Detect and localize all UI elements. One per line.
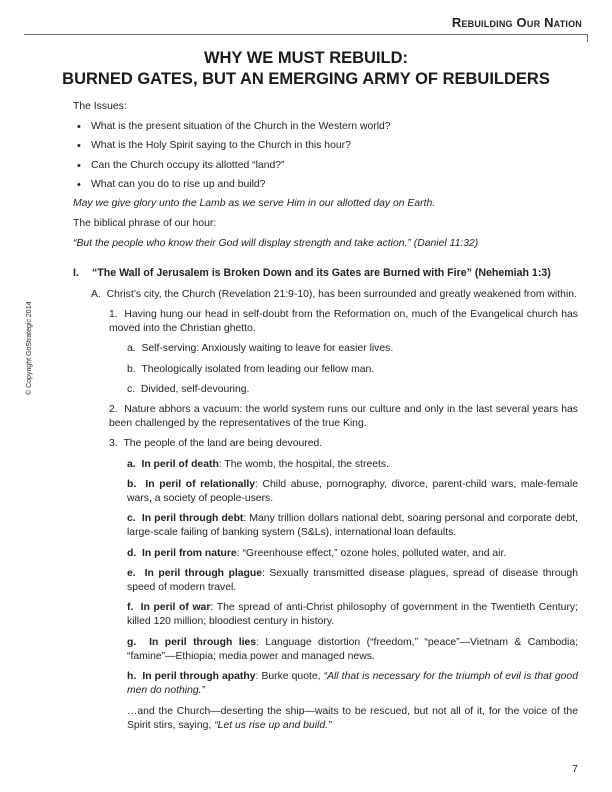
peril-text: : Many trillion dollars national debt, soaring personal and corporate debt, large-scale failing of banking system (S&Ls), international loan defaults. xyxy=(127,513,579,539)
page-title xyxy=(0,48,612,90)
peril-text: : The womb, the hospital, the streets. xyxy=(218,458,389,470)
header-corner-rule xyxy=(587,34,588,42)
running-header: Rebuilding Our Nation xyxy=(451,15,582,30)
sub-point: a. Self-serving: Anxiously waiting to leave for easier lives. xyxy=(127,343,394,355)
phrase-label: The biblical phrase of our hour: xyxy=(73,218,217,230)
scripture-quote: “But the people who know their God will display strength and take action.” (Daniel 11:32) xyxy=(73,238,479,250)
peril-lead: h. In peril through apathy xyxy=(127,671,256,683)
peril-text: : Language distortion (“freedom,” “peace”—Vietnam & Cambodia; “famine”—Ethiopia; media power and managed news. xyxy=(127,636,579,662)
copyright-notice: © Copyright GoStrategic 2014 xyxy=(26,301,33,395)
peril-text: : Child abuse, pornography, divorce, parent-child wars, male-female wars, a society of people-users. xyxy=(127,478,579,505)
issue-item: • What is the Holy Spirit saying to the Church in this hour? xyxy=(73,139,578,153)
peril-text: : Sexually transmitted disease plagues, spread of disease through speed of modern travel. xyxy=(127,567,578,594)
section-heading-text: “The Wall of Jerusalem is Broken Down and its Gates are Burned with Fire” (Nehemiah 1:3) xyxy=(92,266,551,279)
title-line-1: WHY WE MUST REBUILD: xyxy=(203,49,409,67)
title-line-2: BURNED GATES, BUT AN EMERGING ARMY OF REBUILDERS xyxy=(62,70,550,88)
peril-item xyxy=(127,567,578,595)
closing-paragraph xyxy=(127,705,578,733)
peril-item xyxy=(127,512,578,540)
issues-list xyxy=(73,120,578,192)
peril-lead: d. In peril from nature xyxy=(127,547,237,559)
peril-lead: c. In peril through debt xyxy=(127,513,244,525)
peril-item xyxy=(127,670,578,698)
point-2: 2. Nature abhors a vacuum: the world system runs our culture and only in the last several years has been challenged by the representatives of the true King. xyxy=(109,404,578,430)
peril-lead: f. In peril of war xyxy=(127,602,211,614)
peril-item xyxy=(127,458,578,472)
peril-text: : The spread of anti-Christ philosophy of government in the Twentieth Century; killed 120 million; bloodiest century in history. xyxy=(127,602,578,628)
peril-item xyxy=(127,601,578,629)
peril-item xyxy=(127,547,578,561)
burke-quote: “All that is necessary for the triumph of evil is that good men do nothing.” xyxy=(127,671,578,697)
closing-quote: “Let us rise up and build.” xyxy=(214,719,332,731)
sub-point: b. Theologically isolated from leading our fellow man. xyxy=(127,363,375,375)
sub-point: c. Divided, self-devouring. xyxy=(127,383,250,395)
peril-item xyxy=(127,636,578,664)
section-number: I. xyxy=(73,266,79,279)
peril-text: : Burke quote, xyxy=(255,671,324,683)
issue-item: • Can the Church occupy its allotted “land?” xyxy=(73,159,578,173)
section-heading xyxy=(73,266,578,280)
page-body xyxy=(73,100,578,739)
header-rule xyxy=(24,34,588,35)
point-3: 3. The people of the land are being devoured. xyxy=(109,438,323,450)
peril-lead: g. In peril through lies xyxy=(127,636,257,648)
prayer-line: May we give glory unto the Lamb as we serve Him in our allotted day on Earth. xyxy=(73,198,436,210)
peril-text: : “Greenhouse effect,” ozone holes, polluted water, and air. xyxy=(236,547,507,559)
issues-label: The Issues: xyxy=(73,101,127,112)
page-number: 7 xyxy=(572,763,578,775)
point-1: 1. Having hung our head in self-doubt from the Reformation on, much of the Evangelical church has moved into the Christian ghetto. xyxy=(109,309,578,335)
issue-item: • What can you do to rise up and build? xyxy=(73,178,578,192)
peril-lead: b. In peril of relationally xyxy=(127,478,256,490)
peril-lead: a. In peril of death xyxy=(127,458,219,470)
closing-text: …and the Church—deserting the ship—waits to be rescued, but not all of it, for the voice of the Spirit stirs, saying, xyxy=(127,705,578,731)
issue-item: • What is the present situation of the Church in the Western world? xyxy=(73,120,578,134)
point-a: A. Christ’s city, the Church (Revelation 21:9-10), has been surrounded and greatly weakened from within. xyxy=(91,288,577,300)
peril-lead: e. In peril through plague xyxy=(127,567,262,579)
peril-item xyxy=(127,478,578,506)
